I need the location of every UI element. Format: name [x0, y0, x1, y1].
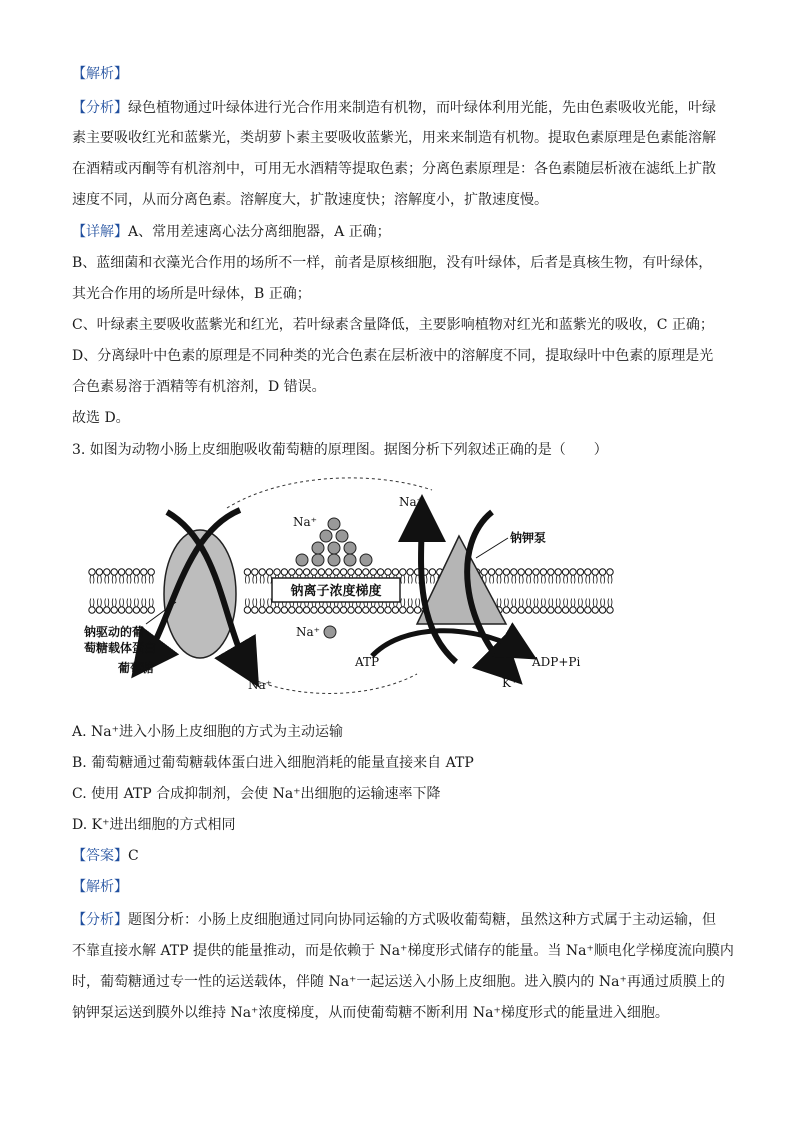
xiangjie-line-5: D、分离绿叶中色素的原理是不同种类的光合色素在层析液中的溶解度不同，提取绿叶中色素的原理是光 — [72, 348, 714, 364]
xiangjie-text-1: A、常用差速离心法分离细胞器，A 正确； — [128, 224, 391, 240]
glucose-transport-diagram — [72, 474, 722, 700]
carrier-label-2: 萄糖载体蛋白 — [84, 641, 157, 655]
fenxi-line-1 — [72, 98, 722, 118]
option-b: B. 葡萄糖通过葡萄糖载体蛋白进入细胞消耗的能量直接来自 ATP — [72, 755, 474, 771]
xiangjie-line-2: B、蓝细菌和衣藻光合作用的场所不一样，前者是原核细胞，没有叶绿体，后者是真核生物，有叶绿体， — [72, 255, 713, 271]
answer-line — [72, 846, 722, 866]
fenxi-tag: 【分析】 — [72, 100, 128, 116]
xiangjie-line-4: C、叶绿素主要吸收蓝紫光和红光，若叶绿素含量降低，主要影响植物对红光和蓝紫光的吸收，C 正确； — [72, 317, 714, 333]
q3-fenxi-tag: 【分析】 — [72, 912, 128, 928]
answer-tag: 【答案】 — [72, 848, 128, 864]
atp-label: ATP — [355, 655, 380, 669]
q3-fenxi-line-1 — [72, 910, 722, 930]
xiangjie-line-3: 其光合作用的场所是叶绿体，B 正确； — [72, 286, 311, 302]
jiexi-heading: 【解析】 — [72, 66, 128, 82]
q3-fenxi-line-3: 时，葡萄糖通过专一性的运送载体，伴随 Na⁺一起运送入小肠上皮细胞。进入膜内的 Na⁺再通过质膜上的 — [72, 974, 725, 990]
na-top-label: Na⁺ — [399, 495, 423, 509]
q3-jiexi-heading: 【解析】 — [72, 879, 128, 895]
na-ion-single — [324, 626, 336, 638]
gradient-label: 钠离子浓度梯度 — [290, 584, 382, 599]
na-single-label: Na⁺ — [296, 625, 320, 639]
fenxi-line-4: 速度不同，从而分离色素。溶解度大，扩散速度快；溶解度小，扩散速度慢。 — [72, 192, 548, 208]
pump-leader-line — [476, 538, 508, 558]
dashed-cycle-bottom — [252, 674, 417, 693]
xiangjie-conclusion: 故选 D。 — [72, 410, 130, 426]
xiangjie-tag: 【详解】 — [72, 224, 128, 240]
option-a: A. Na⁺进入小肠上皮细胞的方式为主动运输 — [72, 724, 343, 740]
answer-value: C — [128, 848, 139, 864]
option-c: C. 使用 ATP 合成抑制剂，会使 Na⁺出细胞的运输速率下降 — [72, 786, 441, 802]
question-3-stem: 3. 如图为动物小肠上皮细胞吸收葡萄糖的原理图。据图分析下列叙述正确的是（ ） — [72, 442, 608, 458]
pump-label: 钠钾泵 — [510, 531, 547, 545]
k-label: K⁺ — [502, 676, 518, 690]
carrier-label-1: 钠驱动的葡 — [84, 625, 145, 639]
adp-label: ADP+Pi — [532, 655, 581, 669]
fenxi-line-3: 在酒精或丙酮等有机溶剂中，可用无水酒精等提取色素；分离色素原理是：各色素随层析液在滤纸上扩散 — [72, 161, 716, 177]
xiangjie-line-6: 合色素易溶于酒精等有机溶剂，D 错误。 — [72, 379, 326, 395]
q3-fenxi-line-2: 不靠直接水解 ATP 提供的能量推动，而是依赖于 Na⁺梯度形式储存的能量。当 Na⁺顺电化学梯度流向膜内 — [72, 943, 734, 959]
option-d: D. K⁺进出细胞的方式相同 — [72, 817, 236, 833]
na-cluster-label: Na⁺ — [293, 515, 317, 529]
fenxi-text-1: 绿色植物通过叶绿体进行光合作用来制造有机物，而叶绿体利用光能，先由色素吸收光能，叶绿 — [128, 100, 716, 116]
xiangjie-line-1 — [72, 222, 722, 242]
q3-fenxi-text-1: 题图分析：小肠上皮细胞通过同向协同运输的方式吸收葡萄糖，虽然这种方式属于主动运输，但 — [128, 912, 716, 928]
q3-fenxi-line-4: 钠钾泵运送到膜外以维持 Na⁺浓度梯度，从而使葡萄糖不断利用 Na⁺梯度形式的能量进入细胞。 — [72, 1005, 669, 1021]
na-bottom-label: Na⁺ — [248, 678, 272, 692]
fenxi-line-2: 素主要吸收红光和蓝紫光，类胡萝卜素主要吸收蓝紫光，用来来制造有机物。提取色素原理是色素能溶解 — [72, 130, 716, 146]
glucose-label: 葡萄糖 — [118, 661, 155, 675]
